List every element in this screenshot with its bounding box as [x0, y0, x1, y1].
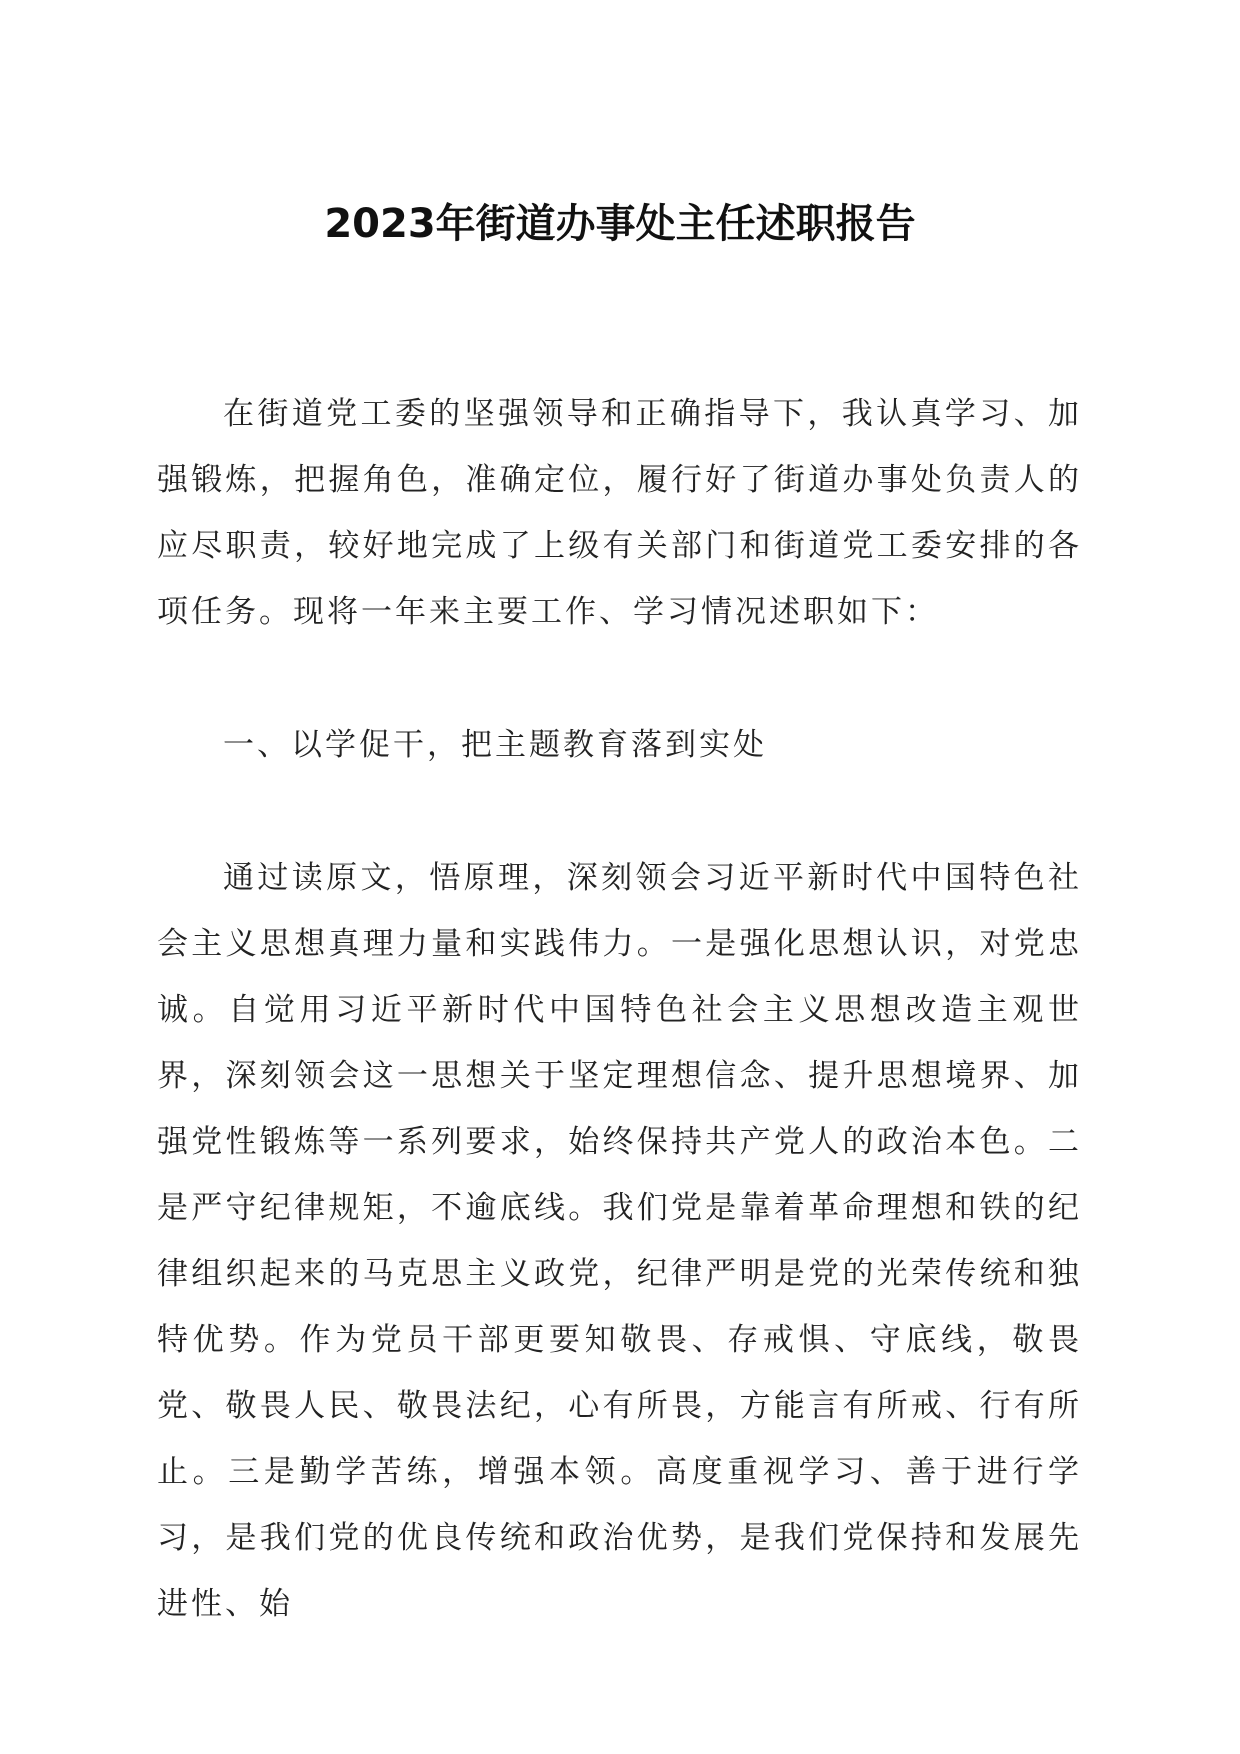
page-title: 2023年街道办事处主任述职报告 — [324, 201, 916, 247]
intro-paragraph: 在街道党工委的坚强领导和正确指导下，我认真学习、加强锻炼，把握角色，准确定位，履行好了街道办事处负责人的应尽职责，较好地完成了上级有关部门和街道党工委安排的各项任务。现将一年来主要工作、学习情况述职如下： — [157, 396, 1082, 630]
section-paragraph: 通过读原文，悟原理，深刻领会习近平新时代中国特色社会主义思想真理力量和实践伟力。一是强化思想认识，对党忠诚。自觉用习近平新时代中国特色社会主义思想改造主观世界，深刻领会这一思想关于坚定理想信念、提升思想境界、加强党性锻炼等一系列要求，始终保持共产党人的政治本色。二是严守纪律规矩，不逾底线。我们党是靠着革命理想和铁的纪律组织起来的马克思主义政党，纪律严明是党的光荣传统和独特优势。作为党员干部更要知敬畏、存戒惧、守底线，敬畏党、敬畏人民、敬畏法纪，心有所畏，方能言有所戒、行有所止。三是勤学苦练，增强本领。高度重视学习、善于进行学习，是我们党的优良传统和政治优势，是我们党保持和发展先进性、始 — [157, 860, 1082, 1622]
section-heading: 一、以学促干，把主题教育落到实处 — [223, 727, 767, 763]
